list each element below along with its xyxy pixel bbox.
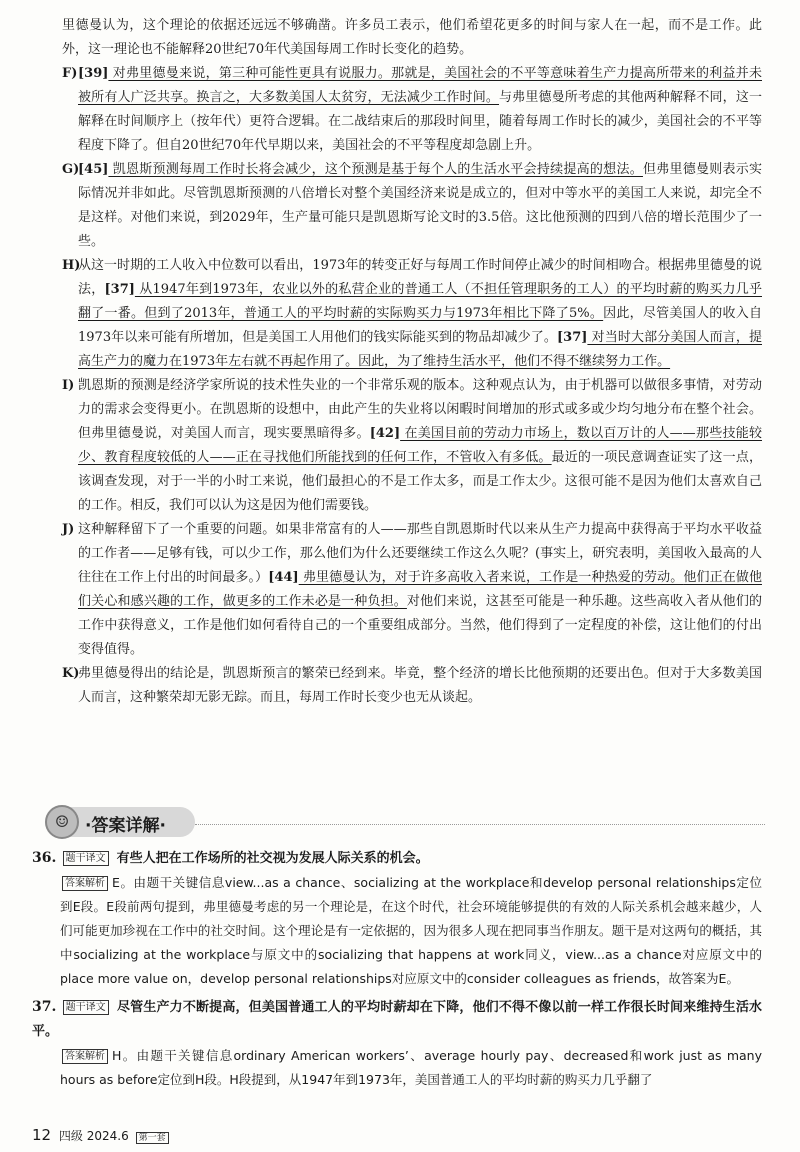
paragraph-text: 弗里德曼得出的结论是，凯恩斯预言的繁荣已经到来。毕竟，整个经济的增长比他预期的还要出色。但对于大多数美国人而言，这种繁荣却无影无踪。而且，每周工作时长变少也无从谈起。 [78, 666, 762, 705]
page-number: 12 [32, 1126, 52, 1144]
section-title: ·答案详解· [85, 816, 166, 836]
smile-badge-icon: ☺ [45, 805, 79, 839]
paragraph [62, 62, 762, 158]
page-footer [32, 1126, 169, 1144]
question-37 [32, 995, 762, 1092]
paragraph-text: 在美国目前的劳动力市场上，数以百万计的人——那些技能较少、教育程度较低的人——正在寻找他们所能找到的任何工作，不管收入有多低。 [78, 426, 762, 465]
paragraph-letter: J) [62, 522, 75, 537]
question-marker: [39] [78, 66, 109, 81]
paragraph-text: 里德曼认为，这个理论的依据还远远不够确凿。许多员工表示，他们希望花更多的时间与家人在一起，而不是工作。此外，这一理论也不能解释20世纪70年代美国每周工作时长变化的趋势。 [62, 18, 762, 57]
paragraph-text: 因此，尽管美国人的收入自1973年以来可能有所增加，但是美国工人用他们的钱实际能买到的物品却减少了。 [78, 306, 762, 345]
answer-analysis-tag: 答案解析 [62, 876, 108, 891]
paragraph-text: 对当时大部分美国人而言，提高生产力的魔力在1973年左右就不再起作用了。因此，为了维持生活水平，他们不得不继续努力工作。 [78, 330, 762, 369]
question-marker: [37] [104, 282, 135, 297]
paragraph-letter: G) [62, 162, 80, 177]
paragraph-text: 凯恩斯的预测是经济学家所说的技术性失业的一个非常乐观的版本。这种观点认为，由于机器可以做很多事情，对劳动力的需求会变得更小。在凯恩斯的设想中，由此产生的失业将以闲暇时间增加的形式或多或少均匀地分布在整个社会。但弗里德曼说，对美国人而言，现实要黑暗得多。 [78, 378, 762, 441]
paragraph-text: 从1947年到1973年，农业以外的私营企业的普通工人（不担任管理职务的工人）的平均时薪的购买力几乎翻了一番。但到了2013年，普通工人的平均时薪的实际购买力与1973年相比下降了5%。 [78, 282, 762, 321]
paragraph-text: 对他们来说，这甚至可能是一种乐趣。这些高收入者从他们的工作中获得意义，工作是他们如何看待自己的一个重要组成部分。当然，他们得到了一定程度的补偿，这让他们的付出变得值得。 [78, 594, 762, 657]
paragraph-letter: H) [62, 258, 81, 273]
paragraph-text: 凯恩斯预测每周工作时长将会减少，这个预测是基于每个人的生活水平会持续提高的想法。 [108, 162, 643, 177]
footer-title: 四级 2024.6 [58, 1129, 129, 1143]
paragraph-text: 对弗里德曼来说，第三种可能性更具有说服力。那就是，美国社会的不平等意味着生产力提高所带来的利益并未被所有人广泛共享。换言之，大多数美国人太贫穷，无法减少工作时间。 [78, 66, 762, 105]
paragraph [62, 518, 762, 662]
paragraph [62, 14, 762, 62]
paragraph [62, 158, 762, 254]
question-number: 37. [32, 999, 57, 1015]
question-marker: [37] [557, 330, 588, 345]
answer-analysis: H。由题干关键信息ordinary American workers’、average hourly pay、decreased和work just as many hours as before定位到H段。H段提到，从1947年到1973年，美国普通工人的平均时薪的购买力几乎翻了 [60, 1048, 762, 1087]
answer-section-header [45, 803, 765, 843]
passage-translation [62, 14, 762, 710]
paragraph-text: 弗里德曼认为，对于许多高收入者来说，工作是一种热爱的劳动。 [298, 570, 684, 585]
edition-label: 第一套 [136, 1132, 169, 1144]
section-divider [195, 824, 765, 825]
question-36 [32, 846, 762, 991]
paragraph-letter: K) [62, 666, 80, 681]
paragraph [62, 662, 762, 710]
stem-translation-tag: 题干译文 [63, 1000, 109, 1015]
paragraph-text: 与弗里德曼所考虑的其他两种解释不同，这一解释在时间顺序上（按年代）更符合逻辑。在二战结束后的那段时间里，随着每周工作时长的减少，美国社会的不平等程度下降了。但自20世纪70年代早期以来，美国社会的不平等程度却急剧上升。 [78, 90, 762, 153]
answer-analysis: E。由题干关键信息view...as a chance、socializing at the workplace和develop personal relationships定位到E段。E段前两句提到，弗里德曼考虑的另一个理论是，在这个时代，社会环境能够提供的有效的人际关系机会越来越少，人们可能更加珍视在工作中的社交时间。这个理论是有一定依据的，因为很多人现在把同事当作朋友。题干是对这两句的概括，其中socializing at the workplace与原文中的socializing that happens at work同义，view...as a chance对应原文中的place more value on，develop personal relationships对应原文中的consider colleagues as friends，故答案为E。 [60, 875, 762, 986]
question-number: 36. [32, 850, 57, 866]
question-marker: [44] [268, 570, 299, 585]
paragraph-text: 最近的一项民意调查证实了这一点，该调查发现，对于一半的小时工来说，他们最担心的不是工作太多，而是工作太少。这很可能不是因为他们太喜欢自己的工作。相反，我们可以认为这是因为他们需要钱。 [78, 450, 762, 513]
question-stem: 有些人把在工作场所的社交视为发展人际关系的机会。 [116, 851, 429, 866]
paragraph-text: 他们正在做他们关心和感兴趣的工作，做更多的工作未必是一种负担。 [78, 570, 762, 609]
question-stem: 尽管生产力不断提高，但美国普通工人的平均时薪却在下降，他们不得不像以前一样工作很长时间来维持生活水平。 [32, 1000, 762, 1039]
paragraph-letter: I) [62, 378, 75, 393]
paragraph [62, 254, 762, 374]
stem-translation-tag: 题干译文 [63, 851, 109, 866]
paragraph-text: 这种解释留下了一个重要的问题。如果非常富有的人——那些自凯恩斯时代以来从生产力提高中获得高于平均水平收益的工作者——足够有钱，可以少工作，那么他们为什么还要继续工作这么久呢？(事实上，研究表明，美国收入最高的人往往在工作上付出的时间最多。） [78, 522, 762, 585]
paragraph-text: 但弗里德曼则表示实际情况并非如此。尽管凯恩斯预测的八倍增长对整个美国经济来说是成立的，但对中等水平的美国工人来说，却完全不是这样。对他们来说，到2029年，生产量可能只是凯恩斯写论文时的3.5倍。这比他预测的四到八倍的增长范围少了一些。 [78, 162, 762, 249]
question-marker: [42] [369, 426, 401, 441]
paragraph-text: 从这一时期的工人收入中位数可以看出，1973年的转变正好与每周工作时间停止减少的时间相吻合。根据弗里德曼的说法， [78, 258, 762, 297]
question-marker: [45] [78, 162, 109, 177]
paragraph [62, 374, 762, 518]
answer-explanations [32, 846, 762, 1092]
paragraph-letter: F) [62, 66, 78, 81]
answer-analysis-tag: 答案解析 [62, 1049, 108, 1064]
